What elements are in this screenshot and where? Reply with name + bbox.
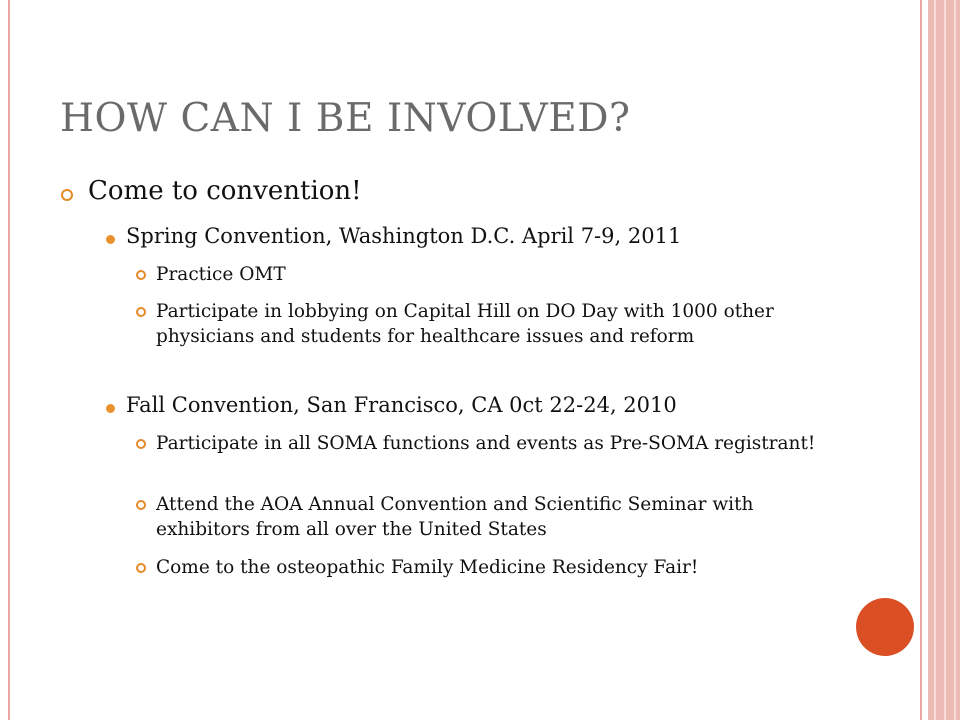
list-item: Come to the osteopathic Family Medicine Residency Fair! — [156, 557, 699, 578]
accent-circle — [856, 598, 914, 656]
band-stripe — [954, 0, 956, 720]
dot-bullet-icon — [106, 235, 115, 244]
band-stripe — [934, 0, 936, 720]
ring-bullet-icon — [61, 189, 73, 201]
frame-left-line — [8, 0, 10, 720]
fall-convention-label: Fall Convention, San Francisco, CA 0ct 22-24, 2010 — [126, 393, 677, 417]
list-item: Participate in all SOMA functions and events as Pre-SOMA registrant! — [156, 433, 816, 454]
heading-bullet: Come to convention! — [88, 176, 362, 206]
slide-title: HOW CAN I BE INVOLVED? — [60, 96, 631, 141]
ring-bullet-icon — [136, 500, 146, 510]
frame-right-line — [920, 0, 922, 720]
ring-bullet-icon — [136, 270, 146, 280]
band-stripe — [944, 0, 946, 720]
spring-convention-label: Spring Convention, Washington D.C. April 7-9, 2011 — [126, 224, 682, 248]
dot-bullet-icon — [106, 404, 115, 413]
right-decorative-band — [928, 0, 960, 720]
ring-bullet-icon — [136, 439, 146, 449]
list-item: Participate in lobbying on Capital Hill on DO Day with 1000 other physicians and students for healthcare issues and reform — [156, 301, 774, 347]
list-item: Attend the AOA Annual Convention and Scientific Seminar with exhibitors from all over the United States — [156, 494, 754, 540]
ring-bullet-icon — [136, 563, 146, 573]
list-item: Practice OMT — [156, 264, 286, 285]
ring-bullet-icon — [136, 307, 146, 317]
